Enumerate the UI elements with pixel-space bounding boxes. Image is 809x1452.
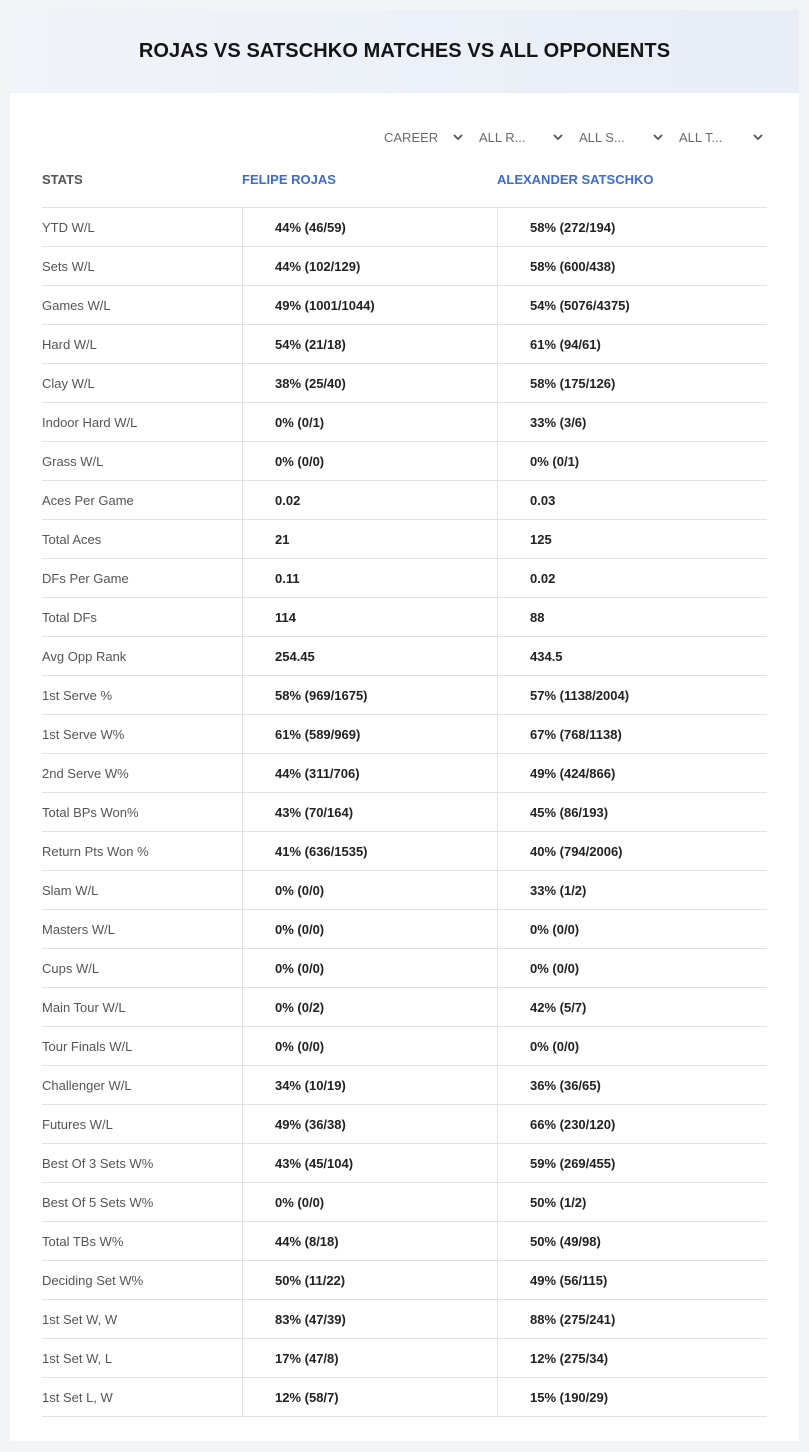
player1-value: 49% (36/38) (242, 1105, 497, 1143)
filter-label: ALL R... (479, 129, 526, 145)
player1-value: 58% (969/1675) (242, 676, 497, 714)
player1-value: 0% (0/0) (242, 910, 497, 948)
table-row (42, 442, 767, 481)
player2-value: 33% (3/6) (497, 403, 767, 441)
player2-value: 58% (272/194) (497, 208, 767, 246)
stat-label: YTD W/L (42, 220, 95, 235)
table-row (42, 832, 767, 871)
player1-value: 43% (45/104) (242, 1144, 497, 1182)
chevron-down-icon (752, 131, 764, 143)
player1-value: 21 (242, 520, 497, 558)
player2-value: 40% (794/2006) (497, 832, 767, 870)
table-row (42, 1105, 767, 1144)
player2-value: 42% (5/7) (497, 988, 767, 1026)
player2-value: 45% (86/193) (497, 793, 767, 831)
player1-value: 0% (0/0) (242, 1183, 497, 1221)
player2-value: 61% (94/61) (497, 325, 767, 363)
chevron-down-icon (452, 131, 464, 143)
stat-label: 1st Set L, W (42, 1390, 113, 1405)
table-row (42, 598, 767, 637)
table-row (42, 949, 767, 988)
player2-value: 54% (5076/4375) (497, 286, 767, 324)
table-row (42, 286, 767, 325)
player2-value: 125 (497, 520, 767, 558)
player2-value: 49% (56/115) (497, 1261, 767, 1299)
stat-label: Main Tour W/L (42, 1000, 126, 1015)
player1-value: 43% (70/164) (242, 793, 497, 831)
stat-label: 2nd Serve W% (42, 766, 129, 781)
player1-value: 41% (636/1535) (242, 832, 497, 870)
stats-column-header: STATS (42, 172, 83, 187)
stats-card (10, 10, 799, 1441)
stat-label: 1st Serve % (42, 688, 113, 703)
stat-label: Best Of 5 Sets W% (42, 1195, 154, 1210)
player1-value: 0% (0/2) (242, 988, 497, 1026)
player2-value: 88% (275/241) (497, 1300, 767, 1338)
player2-value: 66% (230/120) (497, 1105, 767, 1143)
player1-value: 44% (46/59) (242, 208, 497, 246)
stat-label: Total Aces (42, 532, 102, 547)
player2-value: 57% (1138/2004) (497, 676, 767, 714)
player1-value: 83% (47/39) (242, 1300, 497, 1338)
stats-table-body (42, 207, 767, 1417)
filter-label: ALL T... (679, 129, 723, 145)
table-row (42, 1339, 767, 1378)
player1-value: 61% (589/969) (242, 715, 497, 753)
table-row (42, 559, 767, 598)
table-header (42, 168, 767, 208)
table-row (42, 520, 767, 559)
stat-label: Aces Per Game (42, 493, 134, 508)
player2-value: 434.5 (497, 637, 767, 675)
table-row (42, 988, 767, 1027)
player1-value: 44% (102/129) (242, 247, 497, 285)
stat-label: Hard W/L (42, 337, 97, 352)
stat-label: Clay W/L (42, 376, 95, 391)
table-row (42, 1183, 767, 1222)
player1-value: 38% (25/40) (242, 364, 497, 402)
stat-label: Avg Opp Rank (42, 649, 127, 664)
stat-label: Return Pts Won % (42, 844, 149, 859)
player1-value: 49% (1001/1044) (242, 286, 497, 324)
table-row (42, 325, 767, 364)
round-filter-select[interactable] (479, 126, 564, 148)
table-row (42, 754, 767, 793)
table-row (42, 1261, 767, 1300)
player1-value: 0.11 (242, 559, 497, 597)
stat-label: 1st Set W, L (42, 1351, 113, 1366)
table-row (42, 1222, 767, 1261)
stat-label: DFs Per Game (42, 571, 129, 586)
player2-value: 36% (36/65) (497, 1066, 767, 1104)
player2-link[interactable]: ALEXANDER SATSCHKO (497, 172, 654, 187)
player2-value: 58% (600/438) (497, 247, 767, 285)
player1-value: 0% (0/1) (242, 403, 497, 441)
table-row (42, 208, 767, 247)
filter-label: CAREER (384, 129, 439, 145)
player1-value: 17% (47/8) (242, 1339, 497, 1377)
player1-value: 50% (11/22) (242, 1261, 497, 1299)
stat-label: Grass W/L (42, 454, 104, 469)
table-row (42, 247, 767, 286)
player1-value: 254.45 (242, 637, 497, 675)
player2-value: 0% (0/0) (497, 910, 767, 948)
stat-label: Games W/L (42, 298, 111, 313)
chevron-down-icon (652, 131, 664, 143)
player1-value: 44% (311/706) (242, 754, 497, 792)
player1-value: 0% (0/0) (242, 871, 497, 909)
table-row (42, 1027, 767, 1066)
page-title: ROJAS VS SATSCHKO MATCHES VS ALL OPPONENTS (138, 40, 671, 62)
stat-label: 1st Serve W% (42, 727, 125, 742)
filter-bar (10, 126, 799, 148)
table-row (42, 1144, 767, 1183)
table-row (42, 871, 767, 910)
player1-value: 0% (0/0) (242, 949, 497, 987)
player1-value: 54% (21/18) (242, 325, 497, 363)
player2-value: 0% (0/0) (497, 949, 767, 987)
stat-label: Total DFs (42, 610, 97, 625)
table-row (42, 364, 767, 403)
stat-label: Total BPs Won% (42, 805, 139, 820)
player2-value: 50% (1/2) (497, 1183, 767, 1221)
player2-value: 0.02 (497, 559, 767, 597)
career-filter-select[interactable] (384, 126, 464, 148)
stat-label: Sets W/L (42, 259, 95, 274)
table-row (42, 715, 767, 754)
table-row (42, 910, 767, 949)
table-row (42, 676, 767, 715)
player2-value: 67% (768/1138) (497, 715, 767, 753)
table-row (42, 1300, 767, 1339)
stat-label: Total TBs W% (42, 1234, 124, 1249)
table-row (42, 403, 767, 442)
player2-value: 0% (0/0) (497, 1027, 767, 1065)
card-header (10, 10, 799, 93)
table-row (42, 637, 767, 676)
chevron-down-icon (552, 131, 564, 143)
player2-value: 59% (269/455) (497, 1144, 767, 1182)
stat-label: Deciding Set W% (42, 1273, 144, 1288)
stat-label: Slam W/L (42, 883, 99, 898)
table-row (42, 481, 767, 520)
player1-value: 44% (8/18) (242, 1222, 497, 1260)
surface-filter-select[interactable] (579, 126, 664, 148)
player2-value: 15% (190/29) (497, 1378, 767, 1416)
stat-label: 1st Set W, W (42, 1312, 118, 1327)
stat-label: Masters W/L (42, 922, 115, 937)
stat-label: Best Of 3 Sets W% (42, 1156, 154, 1171)
player2-value: 58% (175/126) (497, 364, 767, 402)
player2-value: 49% (424/866) (497, 754, 767, 792)
filter-label: ALL S... (579, 129, 625, 145)
player1-value: 114 (242, 598, 497, 636)
table-row (42, 793, 767, 832)
table-row (42, 1066, 767, 1105)
player1-value: 0.02 (242, 481, 497, 519)
tournament-filter-select[interactable] (679, 126, 764, 148)
stat-label: Futures W/L (42, 1117, 113, 1132)
player1-value: 0% (0/0) (242, 442, 497, 480)
player1-value: 34% (10/19) (242, 1066, 497, 1104)
player2-value: 0% (0/1) (497, 442, 767, 480)
player2-value: 33% (1/2) (497, 871, 767, 909)
player2-value: 50% (49/98) (497, 1222, 767, 1260)
player1-link[interactable]: FELIPE ROJAS (242, 172, 336, 187)
table-row (42, 1378, 767, 1417)
stat-label: Cups W/L (42, 961, 100, 976)
player2-value: 0.03 (497, 481, 767, 519)
player1-value: 0% (0/0) (242, 1027, 497, 1065)
stat-label: Tour Finals W/L (42, 1039, 133, 1054)
player2-value: 12% (275/34) (497, 1339, 767, 1377)
player1-value: 12% (58/7) (242, 1378, 497, 1416)
player2-value: 88 (497, 598, 767, 636)
stat-label: Indoor Hard W/L (42, 415, 138, 430)
stat-label: Challenger W/L (42, 1078, 132, 1093)
